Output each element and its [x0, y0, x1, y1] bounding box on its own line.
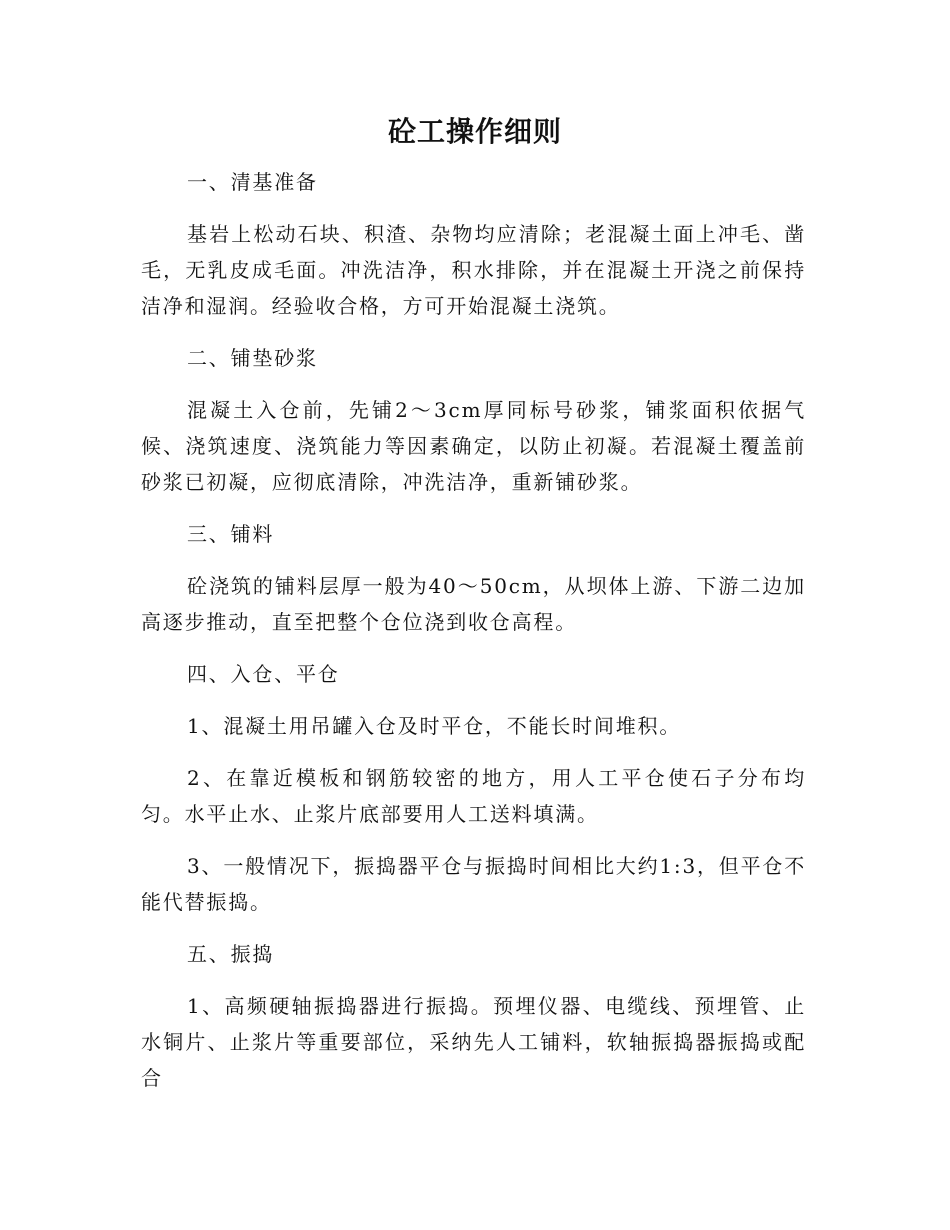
section-paragraph: 混凝土入仓前，先铺2～3cm厚同标号砂浆，铺浆面积依据气候、浇筑速度、浇筑能力等因素确定，以防止初凝。若混凝土覆盖前砂浆已初凝，应彻底清除，冲洗洁净，重新铺砂浆。: [141, 398, 806, 494]
section-heading: 二、铺垫砂浆: [187, 346, 318, 370]
section-paragraph: 1、高频硬轴振捣器进行振捣。预埋仪器、电缆线、预埋管、止水铜片、止浆片等重要部位，采纳先人工铺料，软轴振捣器振捣或配合: [141, 994, 806, 1090]
section-heading: 五、振捣: [187, 942, 275, 966]
section-paragraph: 3、一般情况下，振捣器平仓与振捣时间相比大约1:3，但平仓不能代替振捣。: [141, 854, 806, 914]
section-paragraph: 1、混凝土用吊罐入仓及时平仓，不能长时间堆积。: [187, 714, 682, 738]
section-paragraph: 砼浇筑的铺料层厚一般为40～50cm，从坝体上游、下游二边加高逐步推动，直至把整个仓位浇到收仓高程。: [141, 574, 806, 634]
section-heading: 一、清基准备: [187, 170, 318, 194]
section-paragraph: 2、在靠近模板和钢筋较密的地方，用人工平仓使石子分布均匀。水平止水、止浆片底部要用人工送料填满。: [141, 766, 806, 826]
document-body: [141, 164, 806, 1112]
section-paragraph: 基岩上松动石块、积渣、杂物均应清除；老混凝土面上冲毛、凿毛，无乳皮成毛面。冲洗洁净，积水排除，并在混凝土开浇之前保持洁净和湿润。经验收合格，方可开始混凝土浇筑。: [141, 222, 806, 318]
section-heading: 三、铺料: [187, 522, 275, 546]
section-heading: 四、入仓、平仓: [187, 662, 340, 686]
document-title: 砼工操作细则: [387, 115, 562, 148]
